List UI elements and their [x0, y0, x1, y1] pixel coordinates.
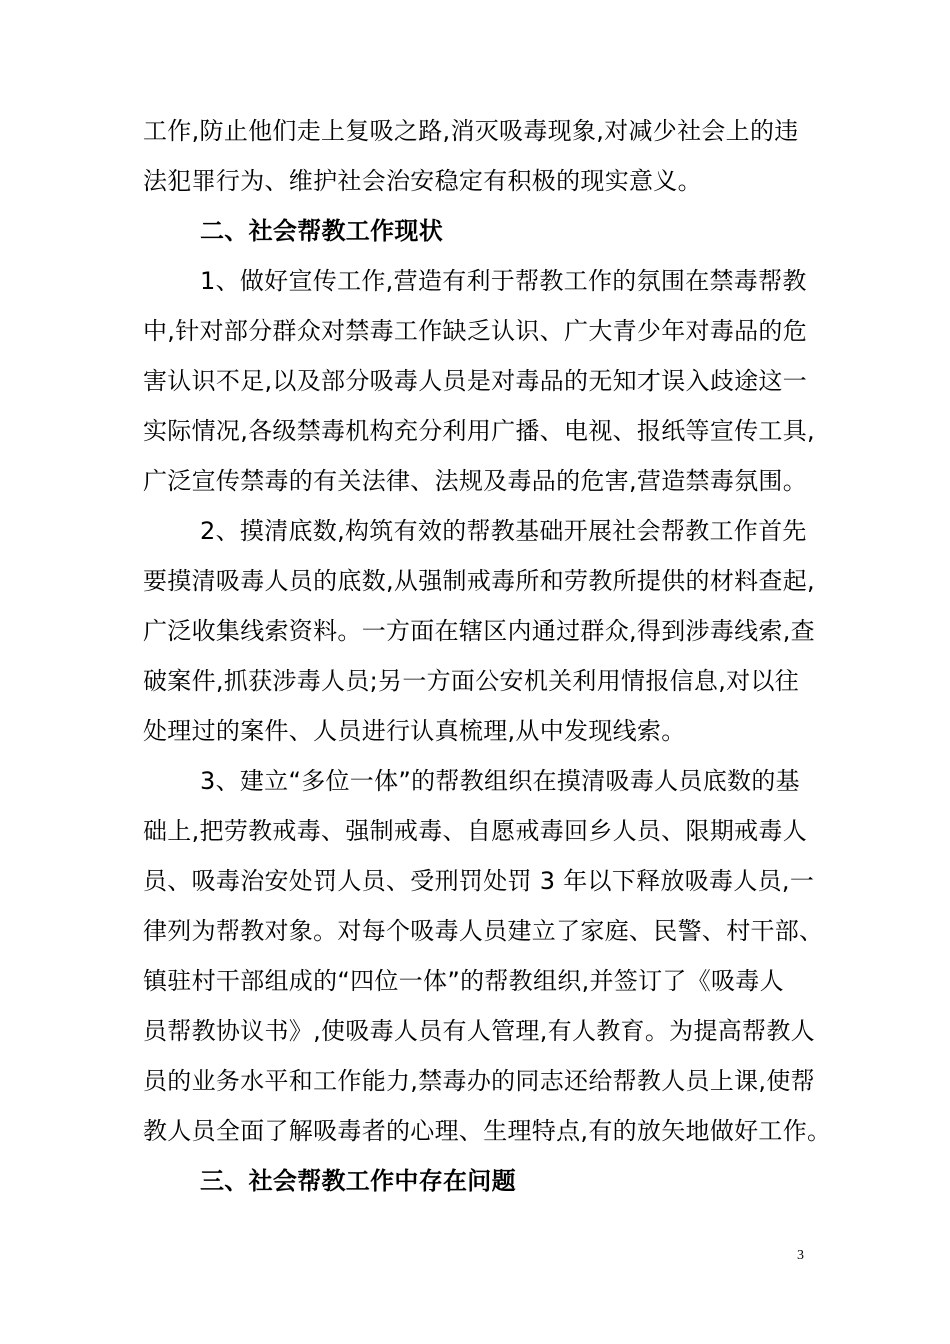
- body-text-line: 3、建立“多位一体”的帮教组织在摸清吸毒人员底数的基: [200, 767, 800, 795]
- body-text-line: 员、吸毒治安处罚人员、受刑罚处罚 3 年以下释放吸毒人员,一: [143, 867, 815, 895]
- section-heading: 二、社会帮教工作现状: [200, 217, 443, 245]
- body-text-line: 础上,把劳教戒毒、强制戒毒、自愿戒毒回乡人员、限期戒毒人: [143, 817, 808, 845]
- body-text-line: 2、摸清底数,构筑有效的帮教基础开展社会帮教工作首先: [200, 517, 807, 545]
- body-text-line: 法犯罪行为、维护社会治安稳定有积极的现实意义。: [143, 167, 702, 195]
- body-text-line: 中,针对部分群众对禁毒工作缺乏认识、广大青少年对毒品的危: [143, 317, 808, 345]
- body-text-line: 1、做好宣传工作,营造有利于帮教工作的氛围在禁毒帮教: [200, 267, 807, 295]
- section-heading: 三、社会帮教工作中存在问题: [200, 1167, 516, 1195]
- body-text-line: 广泛宣传禁毒的有关法律、法规及毒品的危害,营造禁毒氛围。: [143, 467, 808, 495]
- body-text-line: 工作,防止他们走上复吸之路,消灭吸毒现象,对减少社会上的违: [143, 117, 799, 145]
- body-text-line: 广泛收集线索资料。一方面在辖区内通过群众,得到涉毒线索,查: [143, 617, 815, 645]
- body-text-line: 要摸清吸毒人员的底数,从强制戒毒所和劳教所提供的材料查起,: [143, 567, 815, 595]
- body-text-line: 员帮教协议书》,使吸毒人员有人管理,有人教育。为提高帮教人: [143, 1017, 815, 1045]
- body-text-line: 破案件,抓获涉毒人员;另一方面公安机关利用情报信息,对以往: [143, 667, 800, 695]
- body-text-line: 员的业务水平和工作能力,禁毒办的同志还给帮教人员上课,使帮: [143, 1067, 815, 1095]
- body-text-line: 镇驻村干部组成的“四位一体”的帮教组织,并签订了《吸毒人: [143, 967, 784, 995]
- body-text-line: 实际情况,各级禁毒机构充分利用广播、电视、报纸等宣传工具,: [143, 417, 815, 445]
- page-number: 3: [797, 1248, 804, 1263]
- body-text-line: 害认识不足,以及部分吸毒人员是对毒品的无知才误入歧途这一: [143, 367, 808, 395]
- body-text-line: 律列为帮教对象。对每个吸毒人员建立了家庭、民警、村干部、: [143, 917, 824, 945]
- body-text-line: 处理过的案件、人员进行认真梳理,从中发现线索。: [143, 717, 686, 745]
- body-text-line: 教人员全面了解吸毒者的心理、生理特点,有的放矢地做好工作。: [143, 1117, 832, 1145]
